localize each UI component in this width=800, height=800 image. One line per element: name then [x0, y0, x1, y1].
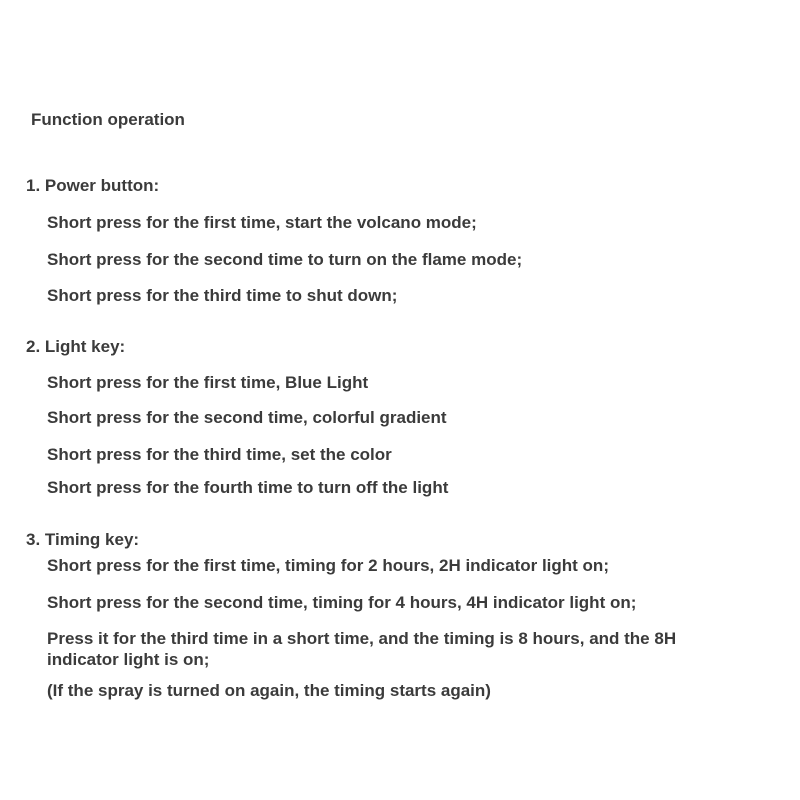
power-button-line-3: Short press for the third time to shut down; — [47, 286, 398, 305]
timing-key-line-4: (If the spray is turned on again, the timing starts again) — [47, 681, 491, 700]
power-button-line-2: Short press for the second time to turn on the flame mode; — [47, 250, 523, 269]
page-title: Function operation — [31, 110, 185, 129]
section-heading-power-button: 1. Power button: — [26, 176, 160, 195]
timing-key-line-3: Press it for the third time in a short time, and the timing is 8 hours, and the 8H indicator light is on; — [47, 629, 677, 669]
timing-key-line-1: Short press for the first time, timing for 2 hours, 2H indicator light on; — [47, 556, 609, 575]
power-button-line-1: Short press for the first time, start the volcano mode; — [47, 213, 477, 232]
section-heading-light-key: 2. Light key: — [26, 337, 126, 356]
light-key-line-2: Short press for the second time, colorful gradient — [47, 408, 447, 427]
light-key-line-3: Short press for the third time, set the color — [47, 445, 392, 464]
light-key-line-4: Short press for the fourth time to turn off the light — [47, 478, 449, 497]
section-heading-timing-key: 3. Timing key: — [26, 530, 140, 549]
light-key-line-1: Short press for the first time, Blue Light — [47, 373, 369, 392]
timing-key-line-2: Short press for the second time, timing for 4 hours, 4H indicator light on; — [47, 593, 637, 612]
